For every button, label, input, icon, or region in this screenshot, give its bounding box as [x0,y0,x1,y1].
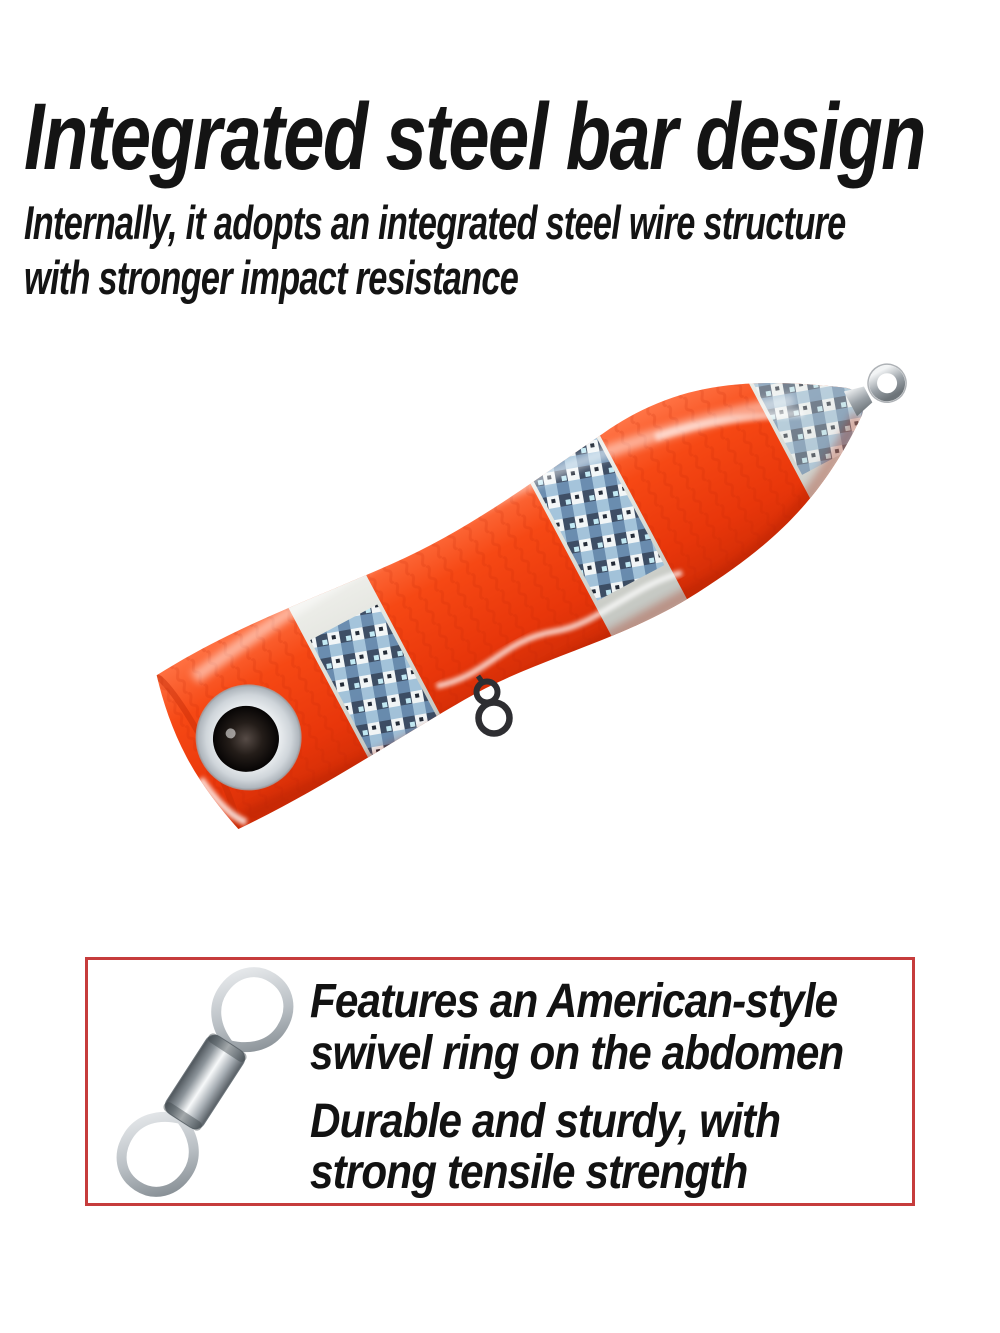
lure-body [130,330,956,857]
feature-paragraph-2 [310,1096,916,1200]
feature-box [85,957,915,1206]
subtitle-line-2: with stronger impact resistance [24,250,519,304]
feature-line-3: Durable and sturdy, with [310,1094,781,1148]
feature-line-2: swivel ring on the abdomen [310,1026,844,1080]
barrel-swivel-photo [102,964,308,1200]
popper-lure-photo [0,330,1000,890]
feature-line-1: Features an American-style [310,975,838,1028]
feature-paragraph-1 [310,976,916,1080]
feature-line-4: strong tensile strength [310,1146,748,1200]
page-title: Integrated steel bar design [24,84,925,190]
feature-text [310,976,916,1215]
page-subtitle [24,196,846,306]
subtitle-line-1: Internally, it adopts an integrated steel wire structure [24,196,846,249]
belly-swivel-ring [477,676,510,734]
